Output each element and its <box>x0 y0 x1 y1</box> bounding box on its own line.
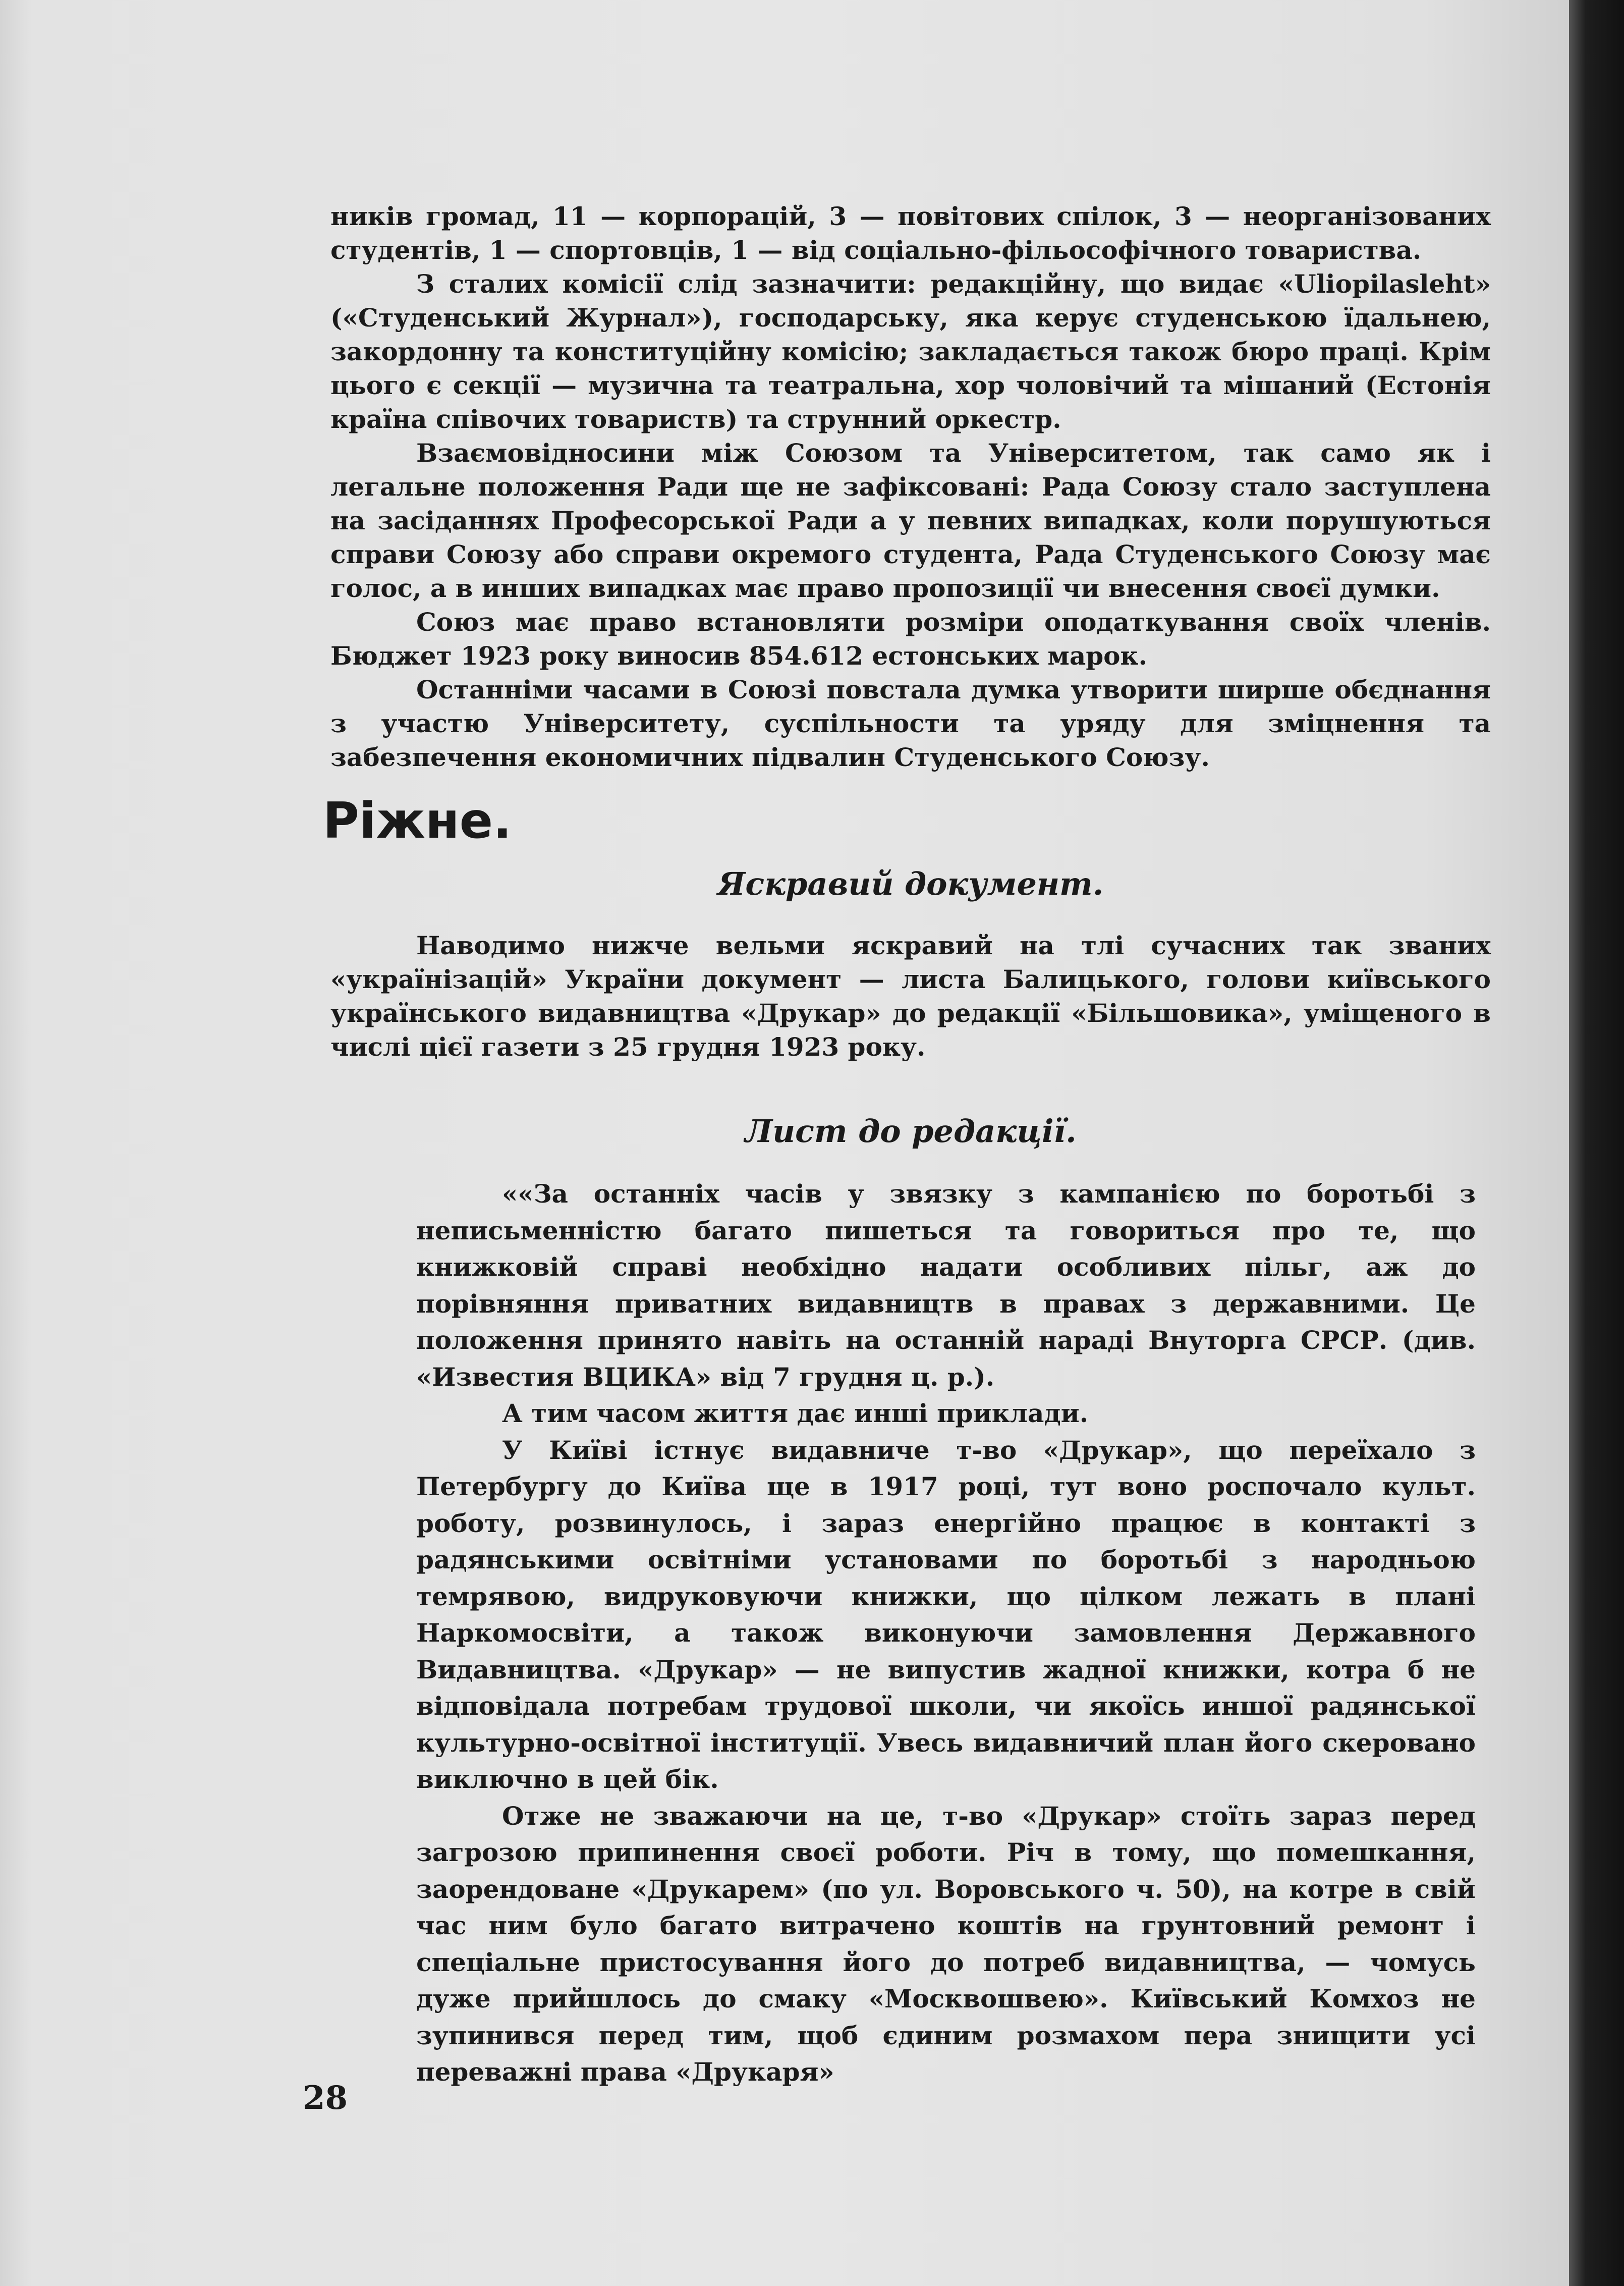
continued-article-text <box>330 199 1491 774</box>
letter-body <box>416 1176 1476 2091</box>
paragraph: ««За останніх часів у звязку з кампанією по боротьбі з неписьменністю багато пишеться та говориться про те, що книжковій справі необхідно надати особливих пільг, аж до порівняння приватних видавництв в правах з державними. Це положення принято навіть на останній нараді Внуторга СРСР. (див. «Известия ВЦИКА» від 7 грудня ц. р.). <box>416 1179 1476 1392</box>
paragraph: Взаємовідносини між Союзом та Університетом, так само як і легальне положення Ради ще не зафіксовані: Рада Союзу стало заступлена на засіданнях Професорської Ради а у певних випадках, коли порушуються справи Союзу або справи окремого студента, Рада Студенського Союзу має голос, а в инших випадках має право пропозиції чи внесення своєї думки. <box>330 438 1491 603</box>
paragraph: А тим часом життя дає инші приклади. <box>502 1398 1089 1428</box>
document-intro <box>330 929 1491 1064</box>
paragraph: У Київі істнує видавниче т-во «Друкар», що переїхало з Петербургу до Київа ще в 1917 році, тут воно роспочало культ. роботу, розвинулось, і зараз енергійно працює в контакті з радянськими освітніми установами по боротьбі з народньою темрявою, видруковуючи книжки, що цілком лежать в плані Наркомосвіти, а також виконуючи замовлення Державного Видавництва. «Друкар» — не випустив жадної книжки, котра б не відповідала потребам трудової школи, чи якоїсь иншої радянської культурно-освітної інституції. Увесь видавничий план його скеровано виключно в цей бік. <box>416 1435 1476 1794</box>
section-heading: Ріжне. <box>323 792 512 850</box>
paragraph: З сталих комісії слід зазначити: редакційну, що видає «Uliopilasleht» («Студенський Журнал»), господарську, яка керує студенською їдальнею, закордонну та конституційну комісію; закладається також бюро праці. Крім цього є секції — музична та театральна, хор чоловічий та мішаний (Естонія країна співочих товариств) та струнний оркестр. <box>330 269 1491 434</box>
document-title: Яскравий документ. <box>717 865 1104 902</box>
paragraph: ників громад, 11 — корпорацій, 3 — повітових спілок, 3 — неорганізованих студентів, 1 — спортовців, 1 — від соціально-фільософічного товариства. <box>330 201 1491 265</box>
paragraph: Наводимо нижче вельми яскравий на тлі сучасних так званих «українізацій» України документ — листа Балицького, голови київського українського видавництва «Друкар» до редакції «Більшовика», уміщеного в числі цієї газети з 25 грудня 1923 року. <box>330 931 1491 1062</box>
page-number: 28 <box>303 2079 348 2117</box>
paragraph: Останніми часами в Союзі повстала думка утворити ширше обєднання з участю Університету, суспільности та уряду для зміцнення та забезпечення економичних підвалин Студенського Союзу. <box>330 675 1491 772</box>
letter-title: Лист до редакції. <box>745 1113 1077 1150</box>
paragraph: Союз має право встановляти розміри оподаткування своїх членів. Бюджет 1923 року виносив 854.612 естонських марок. <box>330 607 1491 671</box>
paragraph: Отже не зважаючи на це, т-во «Друкар» стоїть зараз перед загрозою припинення своєї роботи. Річ в тому, що помешкання, заорендоване «Друкарем» (по ул. Воровського ч. 50), на котре в свій час ним було багато витрачено коштів на грунтовний ремонт і спеціальне пристосування його до потреб видавництва, — чомусь дуже прийшлось до смаку «Москвошвею». Київський Комхоз не зупинився перед тим, щоб єдиним розмахом пера знищити усі переважні права «Друкаря» <box>416 1801 1476 2087</box>
book-spine-shadow <box>1569 0 1624 2286</box>
